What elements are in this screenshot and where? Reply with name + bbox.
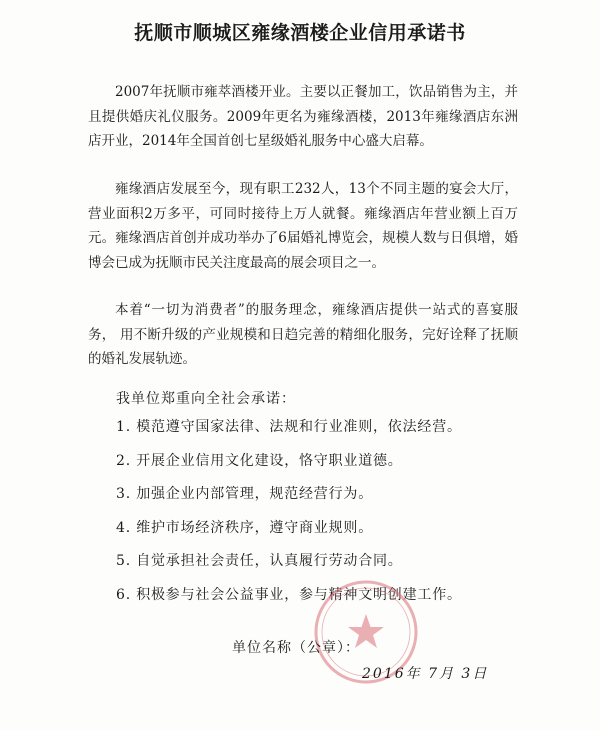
pledge-item: 3. 加强企业内部管理，规范经营行为。 [116, 486, 374, 502]
pledge-item: 2. 开展企业信用文化建设，恪守职业道德。 [116, 452, 403, 469]
pledge-item: 6. 积极参与社会公益事业，参与精神文明创建工作。 [116, 586, 462, 603]
pledge-item: 1. 模范遵守国家法律、法规和行业准则，依法经营。 [116, 419, 462, 435]
pledge-item: 5. 自觉承担社会责任，认真履行劳动合同。 [116, 553, 403, 569]
signature-date: 2016年 7月 3日 [362, 666, 489, 682]
paragraph-philosophy: 本着“一切为消费者”的服务理念，雍缘酒店提供一站式的喜宴服务， 用不断升级的产业规模和日趋完善的精细化服务，完好诠释了抚顺的婚礼发展轨迹。 [88, 302, 518, 367]
document-title: 抚顺市顺城区雍缘酒楼企业信用承诺书 [134, 22, 466, 44]
paragraph-development: 雍缘酒店发展至今，现有职工232人，13个不同主题的宴会大厅，营业面积2万多平，可同时接待上万人就餐。雍缘酒店年营业额上百万元。雍缘酒店首创并成功举办了6届婚礼博览会，规模人数与日俱增，婚博会已成为抚顺市民关注度最高的展会项目之一。 [88, 181, 518, 271]
paragraph-history: 2007年抚顺市雍萃酒楼开业。主要以正餐加工，饮品销售为主，并且提供婚庆礼仪服务。2009年更名为雍缘酒楼，2013年雍缘酒店东洲店开业，2014年全国首创七星级婚礼服务中心盛大启幕。 [88, 84, 518, 149]
signature-label: 单位名称（公章）： [232, 640, 360, 656]
pledge-intro: 我单位郑重向全社会承诺： [116, 391, 296, 407]
pledge-item: 4. 维护市场经济秩序，遵守商业规则。 [116, 519, 374, 536]
